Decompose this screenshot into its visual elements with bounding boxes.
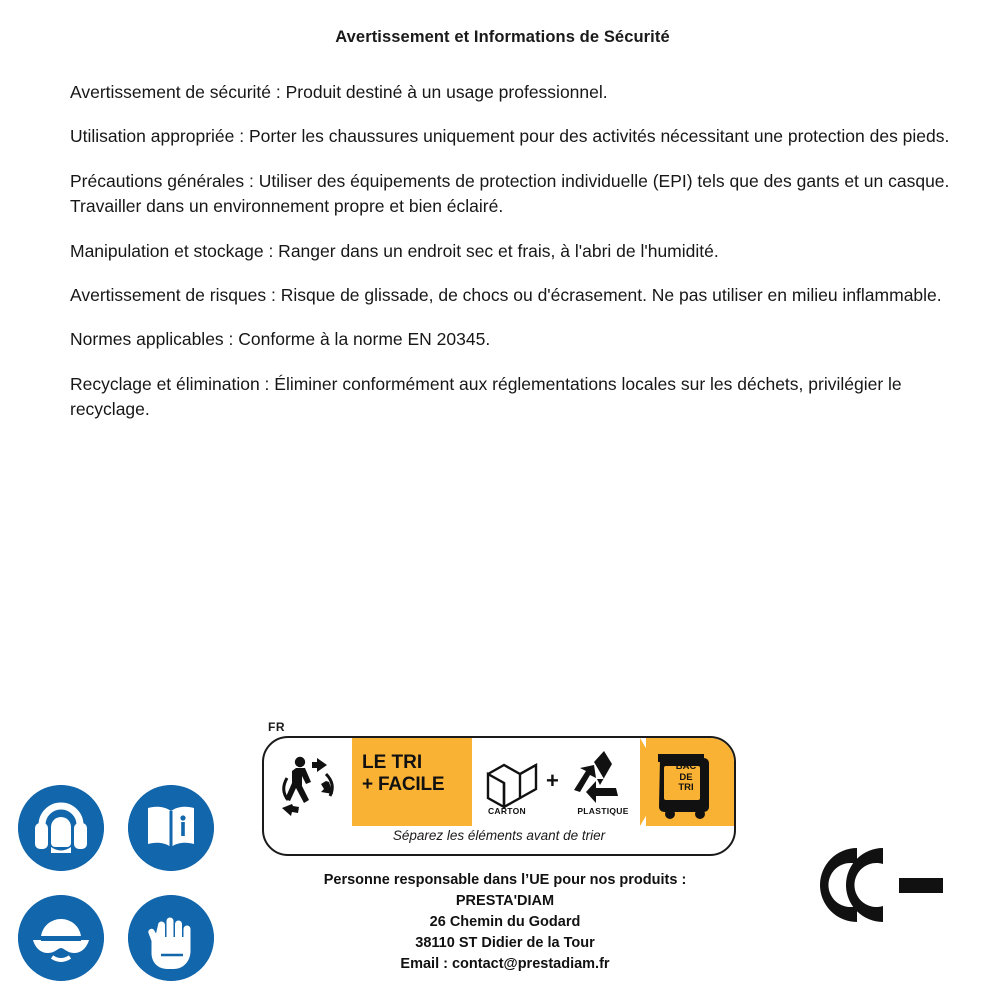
responsible-person-email: Email : contact@prestadiam.fr — [400, 956, 610, 973]
triman-plus-separator: + — [546, 768, 559, 793]
paragraph-applicable-standards: Normes applicables : Conforme à la norme EN 20345. — [70, 329, 491, 350]
ce-marking-icon — [795, 840, 955, 930]
triman-headline-line1: LE TRI — [362, 752, 423, 773]
triman-figure-icon — [270, 744, 348, 822]
page-title: Avertissement et Informations de Sécurité — [335, 28, 670, 46]
responsible-person-intro: Personne responsable dans l’UE pour nos produits : — [323, 872, 687, 888]
triman-material-icons — [476, 740, 638, 826]
triman-bin-line2: DE — [679, 771, 693, 783]
paragraph-risk-warning: Avertissement de risques : Risque de glissade, de chocs ou d'écrasement. Ne pas utiliser en milieu inflammable. — [70, 284, 942, 305]
hand-protection-icon — [128, 895, 214, 981]
label-language-tag: FR — [268, 720, 285, 734]
paragraph-proper-use: Utilisation appropriée : Porter les chaussures uniquement pour des activités nécessitant une protection des pieds. — [70, 126, 950, 147]
safety-information-body — [70, 80, 960, 441]
paragraph-recycling-disposal: Recyclage et élimination : Éliminer conformément aux réglementations locales sur les déchets, privilégier le recyclage. — [70, 373, 902, 419]
triman-bin-line1: BAC — [675, 761, 697, 772]
paragraph-handling-storage: Manipulation et stockage : Ranger dans un endroit sec et frais, à l'abri de l'humidité. — [70, 240, 719, 261]
triman-material-1-caption: CARTON — [487, 806, 526, 816]
paragraph-safety-warning: Avertissement de sécurité : Produit destiné à un usage professionnel. — [70, 82, 608, 102]
footer-area — [0, 700, 1005, 1005]
triman-sorting-label — [262, 722, 740, 862]
triman-headline-line2: + FACILE — [362, 774, 445, 796]
responsible-person-address-line2: 38110 ST Didier de la Tour — [415, 935, 595, 952]
triman-material-2-caption: PLASTIQUE — [577, 806, 629, 816]
triman-footer-text: Séparez les éléments avant de trier — [392, 828, 606, 843]
triman-bin-line3: TRI — [678, 782, 694, 794]
triman-headline — [362, 752, 468, 796]
paragraph-general-precautions: Précautions générales : Utiliser des équipements de protection individuelle (EPI) tels que des gants et un casque. Travailler dans un environnement propre et bien éclairé. — [70, 170, 950, 217]
triman-bin-caption — [662, 762, 710, 794]
ear-protection-icon — [18, 785, 104, 871]
responsible-person-block — [255, 870, 755, 975]
responsible-person-address-line1: 26 Chemin du Godard — [429, 914, 581, 931]
triman-label-box — [262, 736, 736, 856]
read-instructions-icon — [128, 785, 214, 871]
responsible-person-company: PRESTA'DIAM — [455, 893, 555, 910]
eye-protection-icon — [18, 895, 104, 981]
